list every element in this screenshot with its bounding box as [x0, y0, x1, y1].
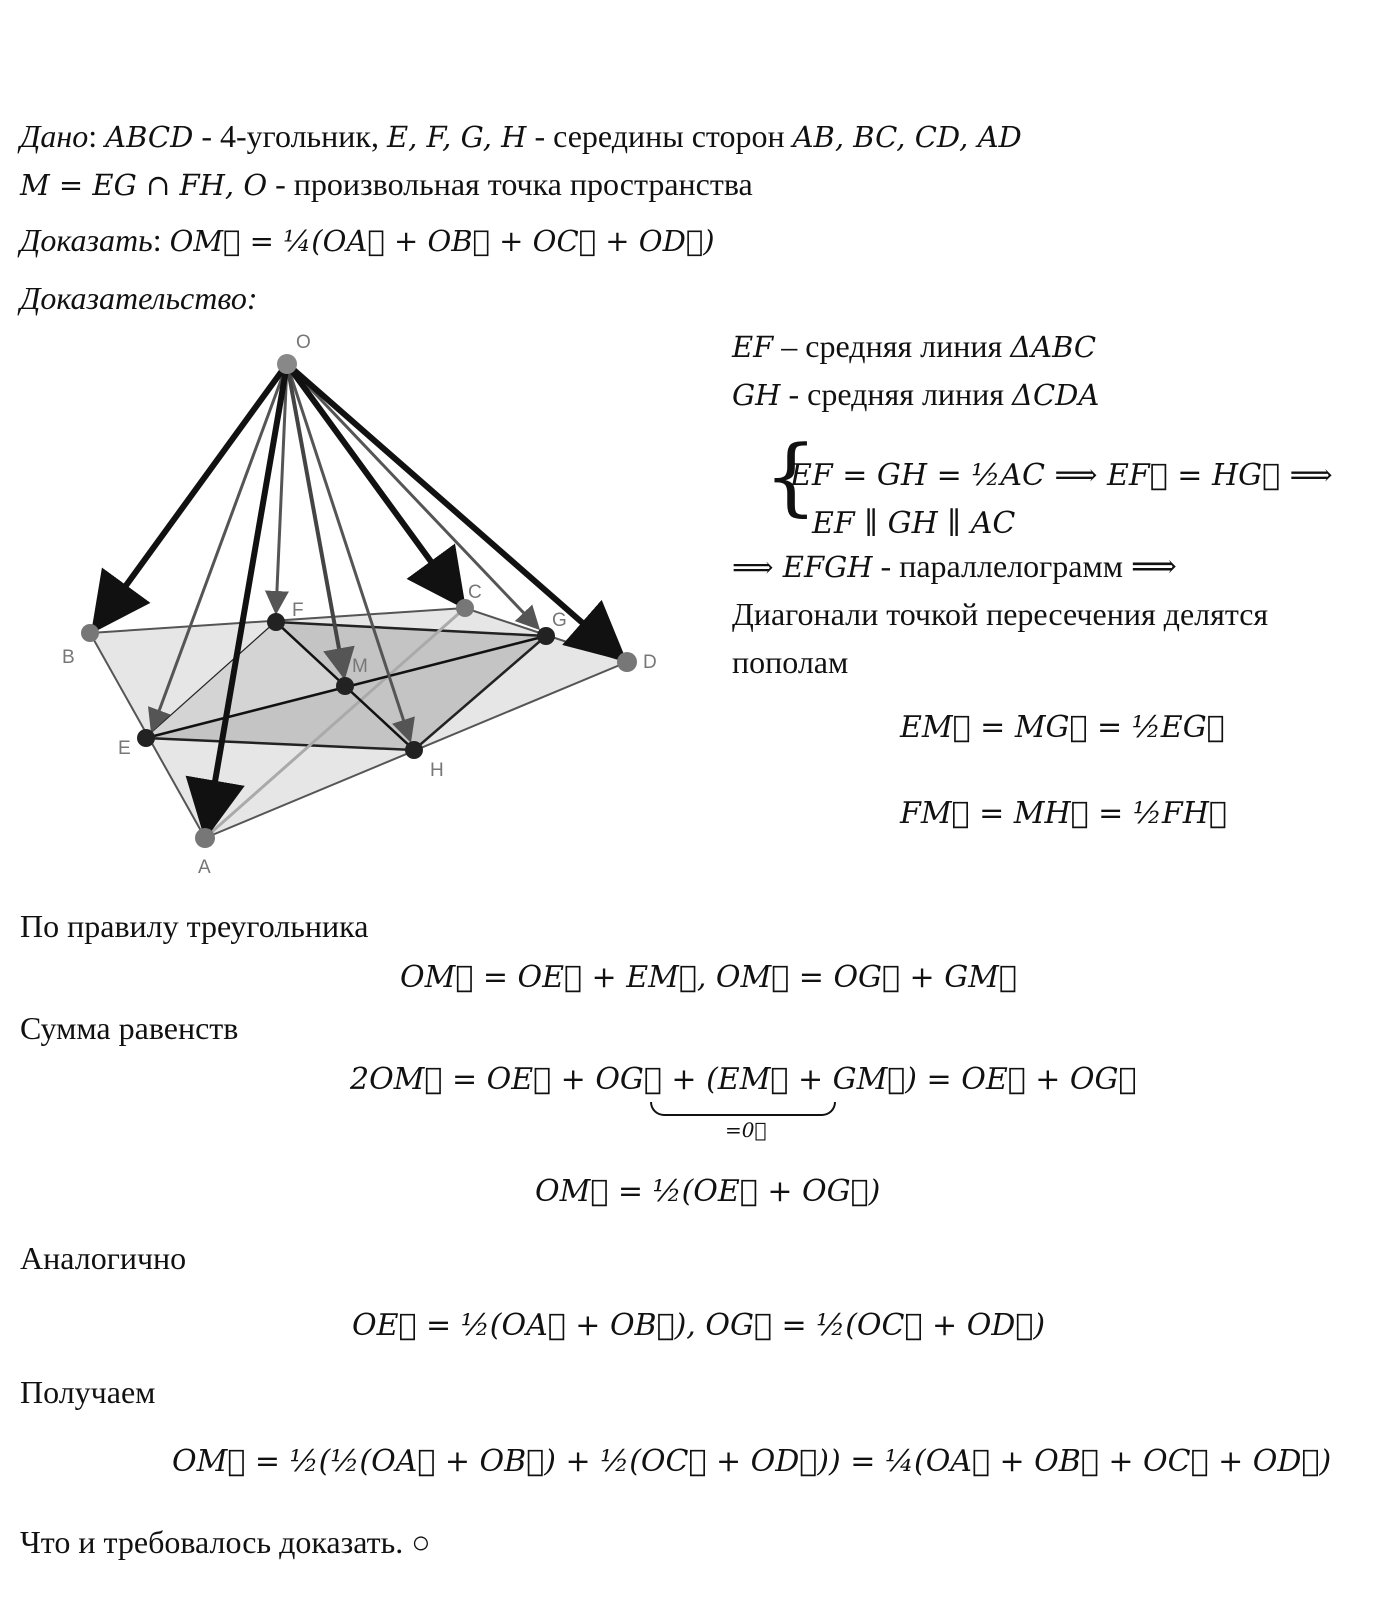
- vector-og: [287, 364, 538, 628]
- parallelogram-text: - параллелограмм ⟹: [872, 548, 1177, 584]
- point-d: [617, 652, 637, 672]
- diagonals-text-2: пополам: [732, 644, 849, 680]
- given-text-2: - середины сторон: [526, 118, 793, 154]
- label-e: E: [118, 738, 131, 759]
- right-line-3: [732, 546, 1177, 587]
- segment-gh: GH: [732, 378, 781, 412]
- vector-oc: [287, 364, 459, 600]
- given-line-1: Дано: ABCD - 4-угольник, E, F, G, H - середины сторон AB, BC, CD, AD: [20, 118, 1022, 154]
- given-text-1: - 4-угольник,: [193, 118, 387, 154]
- step-eq-4: OE⃗ = ½(OA⃗ + OB⃗), OG⃗ = ½(OC⃗ + OD⃗): [352, 1308, 1046, 1343]
- step-title-3: Аналогично: [20, 1240, 187, 1276]
- step-eq-5: OM⃗ = ½(½(OA⃗ + OB⃗) + ½(OC⃗ + OD⃗)) = ¼(OA⃗ + OB⃗ + OC⃗ + OD⃗): [172, 1444, 1332, 1479]
- right-line-2: [732, 374, 1099, 415]
- step-title-2: Сумма равенств: [20, 1010, 239, 1046]
- pyramid-figure: [40, 320, 690, 890]
- label-d: D: [643, 652, 657, 673]
- step-eq-3: OM⃗ = ½(OE⃗ + OG⃗): [535, 1174, 881, 1209]
- label-g: G: [552, 610, 567, 631]
- underbrace-note: =0⃗: [725, 1118, 767, 1142]
- system-eq-1: EF = GH = ½AC ⟹ EF⃗ = HG⃗ ⟹: [790, 458, 1333, 493]
- triangle-cda: ΔCDA: [1012, 378, 1100, 412]
- given-quad: ABCD: [105, 120, 194, 154]
- diag-eq-2: FM⃗ = MH⃗ = ½FH⃗: [900, 796, 1227, 831]
- given-line-2: [20, 164, 753, 205]
- triangle-abc: ΔABC: [1010, 330, 1097, 364]
- label-c: C: [468, 582, 482, 603]
- proof-label-line: Доказательство:: [20, 280, 258, 316]
- point-f: [267, 613, 285, 631]
- point-e: [137, 729, 155, 747]
- right-line-1: [732, 326, 1096, 367]
- prove-line: Доказать: OM⃗ = ¼(OA⃗ + OB⃗ + OC⃗ + OD⃗): [20, 222, 715, 258]
- proof-label: Доказательство: [20, 280, 247, 316]
- underbrace: [650, 1102, 836, 1116]
- midline-text-2: - средняя линия: [780, 376, 1013, 412]
- diagonals-text: Диагонали точкой пересечения делятся: [732, 596, 1269, 632]
- vector-ob: [98, 364, 287, 624]
- step-eq-1: OM⃗ = OE⃗ + EM⃗, OM⃗ = OG⃗ + GM⃗: [400, 960, 1017, 995]
- segment-ef: EF: [732, 330, 774, 364]
- diag-eq-1: EM⃗ = MG⃗ = ½EG⃗: [900, 710, 1225, 745]
- point-o: [277, 354, 297, 374]
- point-m: [336, 677, 354, 695]
- parallelogram-name: ⟹ EFGH: [732, 550, 873, 584]
- point-b: [81, 624, 99, 642]
- point-h: [405, 741, 423, 759]
- label-a: A: [198, 857, 211, 878]
- label-b: B: [62, 647, 75, 668]
- given-midpoints: E, F, G, H: [386, 120, 527, 154]
- point-a: [195, 828, 215, 848]
- system-brace: {: [764, 427, 818, 525]
- system-eq-2: EF ∥ GH ∥ AC: [812, 506, 1016, 541]
- step-title-1: По правилу треугольника: [20, 908, 369, 944]
- midline-text-1: – средняя линия: [773, 328, 1011, 364]
- step-title-4: Получаем: [20, 1374, 156, 1410]
- given-sides: AB, BC, CD, AD: [792, 120, 1022, 154]
- step-eq-2: 2OM⃗ = OE⃗ + OG⃗ + (EM⃗ + GM⃗) = OE⃗ + OG⃗: [350, 1062, 1137, 1097]
- prove-formula: OM⃗ = ¼(OA⃗ + OB⃗ + OC⃗ + OD⃗): [169, 224, 715, 258]
- given-text-3: - произвольная точка пространства: [267, 166, 753, 202]
- label-f: F: [292, 600, 304, 621]
- given-m-def: M = EG ∩ FH, O: [20, 168, 268, 202]
- conclusion: Что и требовалось доказать. ○: [20, 1524, 431, 1560]
- given-label: Дано: [20, 118, 89, 154]
- label-o: O: [296, 332, 311, 353]
- prove-label: Доказать: [20, 222, 153, 258]
- label-h: H: [430, 760, 444, 781]
- label-m: M: [352, 656, 368, 677]
